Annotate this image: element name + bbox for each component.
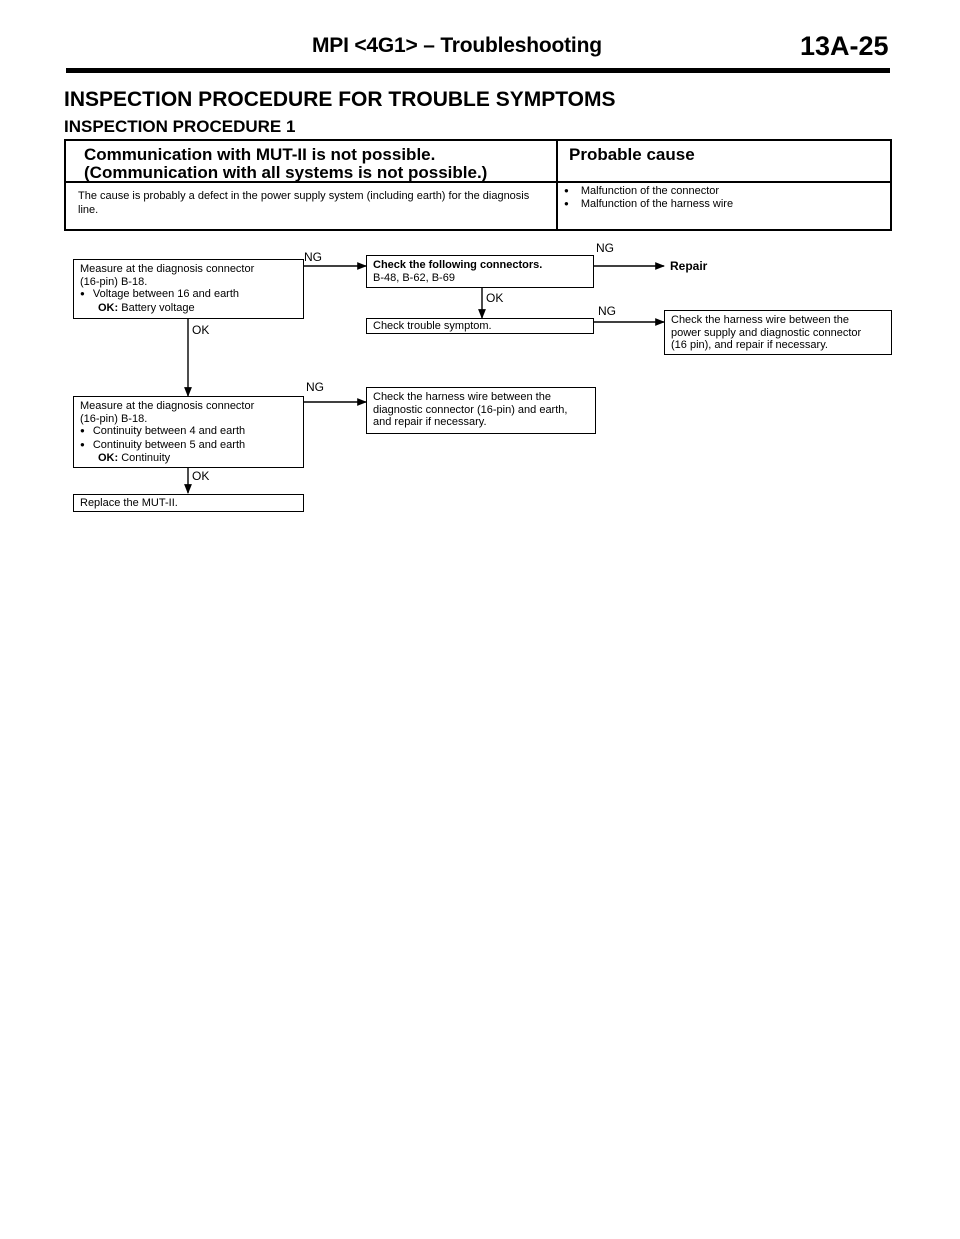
page-number: 13A-25 — [800, 31, 889, 61]
step-text: Check the harness wire between the — [671, 314, 849, 326]
ok-label: OK: — [98, 301, 119, 314]
step-text: diagnostic connector (16-pin) and earth, — [373, 403, 568, 416]
ok-label: OK — [192, 469, 210, 483]
cause-description: The cause is probably a defect in the power supply system (including earth) for the diagnosis line. — [78, 190, 530, 216]
step-text: B-48, B-62, B-69 — [373, 271, 455, 284]
ng-label: NG — [304, 250, 322, 264]
step-text: Check the following connectors. — [373, 259, 543, 271]
flow-step-measure-voltage — [73, 259, 304, 319]
flow-step-check-connectors — [366, 255, 594, 288]
flow-step-check-harness-power — [664, 310, 892, 355]
flow-step-check-symptom — [366, 318, 594, 334]
ok-label: OK: — [98, 452, 119, 464]
ng-label: NG — [598, 304, 616, 318]
symptom-line-2: (Communication with all systems is not possible.) — [84, 163, 488, 182]
ok-value: Continuity — [121, 452, 171, 464]
step-text: (16-pin) B-18. — [80, 275, 148, 288]
cause-item: ● Malfunction of the connector — [564, 185, 733, 198]
ng-label: NG — [306, 380, 324, 394]
step-bullet: ● Continuity between 4 and earth — [80, 425, 297, 439]
section-title: INSPECTION PROCEDURE FOR TROUBLE SYMPTOMS — [64, 88, 616, 111]
symptom-line-1: Communication with MUT-II is not possible. — [84, 145, 436, 164]
page-header-title: MPI <4G1> – Troubleshooting — [312, 34, 602, 57]
step-text: Check trouble symptom. — [373, 320, 492, 332]
ok-label: OK — [486, 291, 504, 305]
ok-label: OK — [192, 323, 210, 337]
ng-label: NG — [596, 241, 614, 255]
step-text: (16 pin), and repair if necessary. — [671, 339, 828, 351]
repair-label: Repair — [670, 259, 708, 273]
procedure-title: INSPECTION PROCEDURE 1 — [64, 117, 296, 136]
flow-step-measure-continuity — [73, 396, 304, 468]
step-bullet: ● Voltage between 16 and earth — [80, 288, 297, 302]
ok-value: Battery voltage — [121, 301, 195, 314]
probable-cause-heading: Probable cause — [569, 145, 695, 164]
step-text: Measure at the diagnosis connector — [80, 263, 255, 275]
step-text: Measure at the diagnosis connector — [80, 400, 255, 412]
step-text: and repair if necessary. — [373, 416, 487, 428]
step-bullet: ● Continuity between 5 and earth — [80, 439, 297, 453]
step-text: Replace the MUT-II. — [80, 497, 178, 509]
flow-step-replace-mut — [73, 494, 304, 512]
step-text: Check the harness wire between the — [373, 391, 551, 403]
flow-step-check-harness-earth — [366, 387, 596, 434]
cause-item: ● Malfunction of the harness wire — [564, 198, 733, 211]
step-text: power supply and diagnostic connector — [671, 326, 862, 339]
step-text: (16-pin) B-18. — [80, 412, 148, 425]
